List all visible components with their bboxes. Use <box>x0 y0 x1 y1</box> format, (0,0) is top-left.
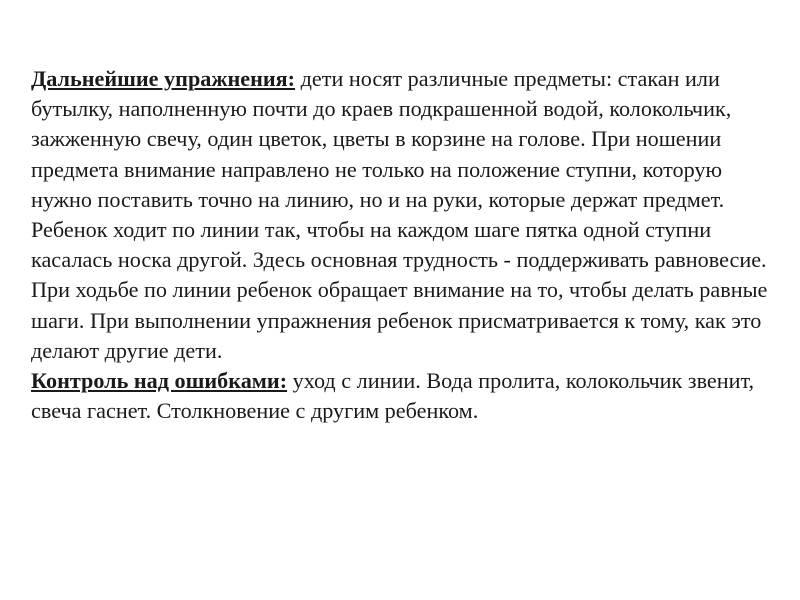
paragraph-error-control <box>31 366 781 426</box>
further-exercises-label: Дальнейшие упражнения: <box>31 66 296 91</box>
paragraph-further-exercises <box>31 64 781 366</box>
error-control-label: Контроль над ошибками: <box>31 368 288 394</box>
further-exercises-text: дети носят различные предметы: стакан или бутылку, наполненную почти до краев подкрашенной водой, колокольчик, зажженную свечу, один цветок, цветы в корзине на голове. При ношении предмета внимание направлено не только на положение ступни, которую нужно поставить точно на линию, но и на руки, которые держат предмет. Ребенок ходит по линии так, чтобы на каждом шаге пятка одной ступни касалась носка другой. Здесь основная трудность - поддерживать равновесие. При ходьбе по линии ребенок обращает внимание на то, чтобы делать равные шаги. При выполнении упражнения ребенок присматривается к тому, как это делают другие дети. <box>31 66 768 363</box>
error-control-text: уход с линии. Вода пролита, колокольчик звенит, свеча гаснет. Столкновение с другим ребенком. <box>31 368 755 424</box>
slide-text-block <box>31 64 781 426</box>
